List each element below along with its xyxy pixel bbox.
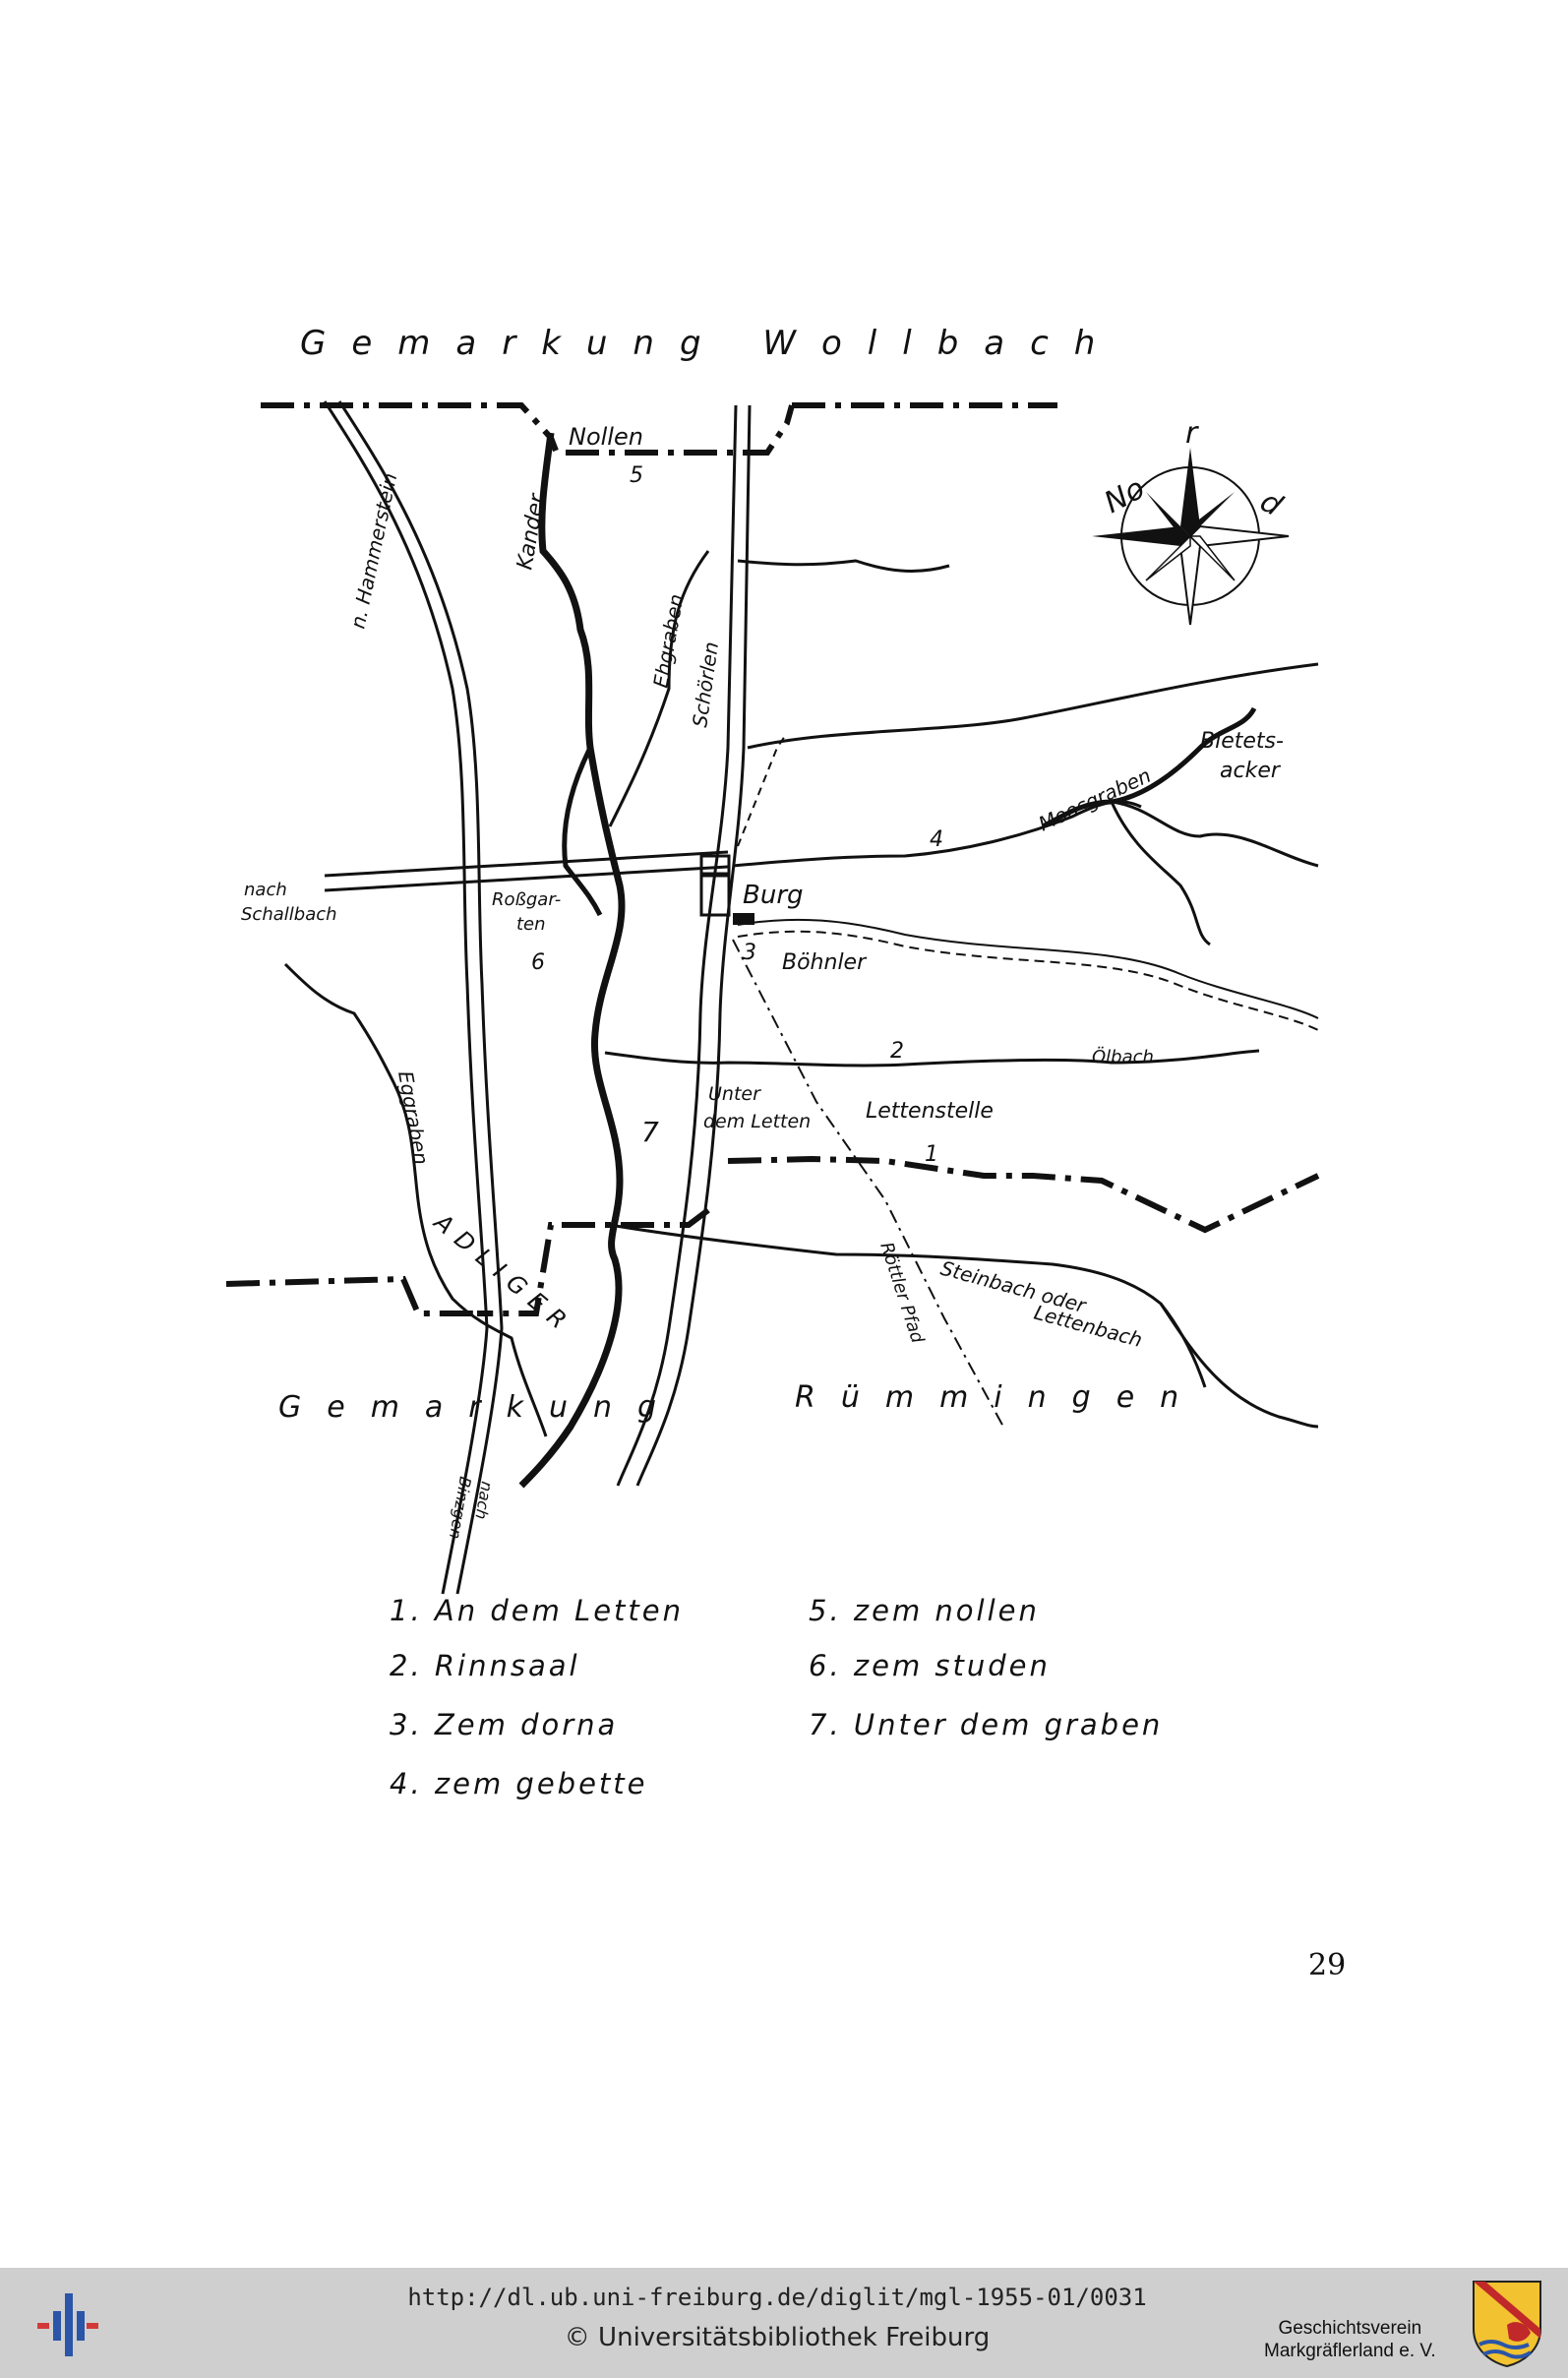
label-moosgraben: Moosgraben (1034, 762, 1155, 836)
label-nach-binzgen-2: Binzgen (445, 1475, 475, 1541)
label-hammerstein: n. Hammerstein (345, 470, 402, 632)
label-rossgarten-1: Roßgar- (492, 889, 562, 910)
label-num3: 3 (743, 941, 756, 965)
legend-item-3: 3. Zem dorna (390, 1708, 619, 1741)
boundary-south-left (226, 1279, 477, 1313)
label-lettenbach: Lettenbach (1031, 1300, 1145, 1353)
label-dem-letten: dem Letten (703, 1111, 812, 1132)
schorlen-brook (738, 561, 949, 571)
label-unter: Unter (708, 1083, 760, 1105)
copyright-notice: © Universitätsbibliothek Freiburg (564, 2323, 991, 2352)
label-rottler-pfad: Röttler Pfad (875, 1240, 929, 1346)
label-ehgraben: Ehgraben (648, 591, 689, 690)
legend-item-1: 1. An dem Letten (390, 1594, 685, 1627)
document-url-link[interactable]: http://dl.ub.uni-freiburg.de/diglit/mgl-1955-01/0031 (407, 2284, 1147, 2311)
society-name-line-1: Geschichtsverein (1278, 2318, 1422, 2339)
label-nollen: Nollen (569, 423, 643, 451)
label-gemarkung-wollbach: Gemarkung Wollbach (300, 324, 1121, 363)
legend-item-6: 6. zem studen (809, 1649, 1051, 1682)
label-num7: 7 (641, 1116, 659, 1148)
legend-item-7: 7. Unter dem graben (809, 1708, 1164, 1741)
coat-of-arms-icon (1472, 2280, 1542, 2368)
boundary-north-left (261, 405, 556, 451)
label-kander: Kander (513, 492, 551, 573)
label-num5: 5 (630, 463, 643, 488)
legend-item-5: 5. zem nollen (809, 1594, 1040, 1627)
compass-label-1: No (1099, 470, 1151, 521)
label-eggraben: Eggraben (393, 1068, 434, 1167)
bietets-brook-1 (1112, 802, 1318, 866)
label-nach-schallbach-1: nach (244, 880, 287, 900)
label-burg: Burg (743, 881, 804, 910)
compass-label-2: r (1185, 416, 1198, 451)
footer-bar (0, 2268, 1568, 2378)
eggraben-brook (285, 964, 546, 1436)
boundary-south-right (728, 1159, 1318, 1230)
label-acker: acker (1220, 759, 1280, 783)
legend-item-4: 4. zem gebette (390, 1767, 648, 1800)
label-num4: 4 (930, 827, 943, 852)
society-name-line-2: Markgräflerland e. V. (1264, 2341, 1436, 2361)
label-steinbach: Steinbach oder (937, 1255, 1089, 1318)
label-bohnler: Böhnler (782, 950, 867, 975)
label-olbach: Ölbach (1092, 1047, 1154, 1067)
label-schorlen: Schörlen (688, 640, 724, 729)
road-schallbach-a (325, 852, 728, 876)
label-nach-schallbach-2: Schallbach (241, 904, 337, 925)
road-schallbach-b (325, 867, 728, 890)
main-road-a (618, 405, 736, 1486)
label-nach-binzgen-1: nach (471, 1480, 497, 1521)
label-bietets: Bietets- (1200, 729, 1284, 754)
label-num2: 2 (890, 1039, 904, 1064)
olbach-brook (605, 1051, 1259, 1066)
burg-symbol (733, 913, 754, 925)
burg-spur (738, 733, 787, 846)
legend-item-2: 2. Rinnsaal (390, 1649, 580, 1682)
label-rossgarten-2: ten (516, 914, 546, 935)
label-adliger: ADLIGER (429, 1208, 579, 1341)
compass-label-3: d (1253, 484, 1288, 523)
label-num6: 6 (531, 950, 545, 975)
rottler-pfad (733, 940, 1003, 1427)
label-lettenstelle: Lettenstelle (866, 1099, 994, 1124)
bohnler-path-b (738, 932, 1318, 1030)
ub-freiburg-logo-icon (37, 2286, 98, 2364)
society-name (1264, 2317, 1436, 2362)
page-number: 29 (1308, 1948, 1347, 1982)
label-num1: 1 (925, 1142, 938, 1167)
label-rummingen: Rümmingen (795, 1380, 1205, 1415)
compass-rose (1092, 416, 1289, 625)
label-gemarkung-bottom: Gemarkung (278, 1390, 683, 1425)
